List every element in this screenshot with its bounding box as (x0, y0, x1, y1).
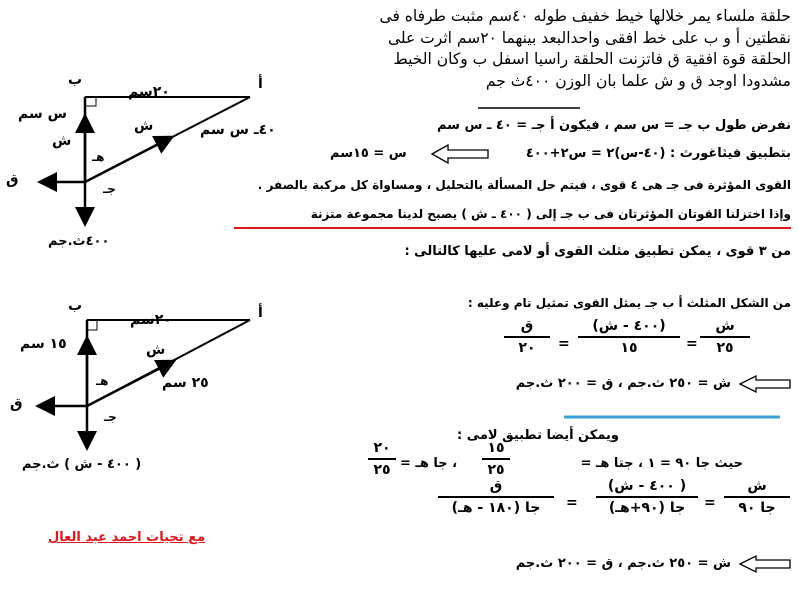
problem-line-3: الحلقة قوة افقية ق فاتزنت الحلقة راسيا اسفل ب وكان الخيط (393, 50, 791, 68)
eq2-f1-den: جا ٩٠ (738, 500, 776, 516)
given-fraction-1 (482, 440, 510, 478)
triangle-method-line: من الشكل المثلث أ ب جـ يمثل القوى تمثيل تام وعليه : (467, 296, 791, 310)
given-f1-den: ٢٥ (487, 462, 505, 478)
result-1: ش = ٢٥٠ ث.جم ، ق = ٢٠٠ ث.جم (515, 376, 731, 391)
given-fraction-2 (368, 440, 396, 478)
given-mid: ، جا هـ = (400, 456, 458, 471)
d1-label-a: أ (258, 76, 263, 92)
eq1-equals-2: = (558, 336, 570, 352)
eq1-f1-num: ش (715, 318, 735, 334)
d1-hyp-length: ٤٠ـ س سم (200, 122, 276, 138)
d2-label-a: أ (258, 305, 263, 321)
given-f2-den: ٢٥ (373, 462, 391, 478)
eq2-fraction-1 (724, 478, 790, 516)
eq2-equals-2: = (566, 495, 578, 511)
right-angle-1 (85, 97, 96, 106)
assume-line: نفرض طول ب جـ = س سم ، فيكون أ جـ = ٤٠ ـ س سم (436, 118, 791, 133)
given-f1-num: ١٥ (487, 440, 505, 456)
d2-hyp-length: ٢٥ سم (162, 375, 209, 391)
forces-line-1: القوى المؤثرة فى جـ هى ٤ قوى ، فيتم حل المسألة بالتحليل ، ومساواة كل مركبة بالصفر . (257, 178, 791, 192)
pythagoras-line: بتطبيق فيثاغورث : (٤٠-س)٢ = س٢+٤٠٠ (525, 146, 791, 161)
d1-top-length: ٢٠سم (128, 84, 170, 100)
d2-label-sh: ش (146, 342, 166, 358)
d2-left-length: ١٥ سم (20, 336, 67, 352)
lami-intro: ويمكن أيضا تطبيق لامى : (456, 428, 619, 443)
implies-arrow-1 (432, 145, 488, 163)
eq1-fraction-2 (578, 318, 680, 356)
d1-label-b: ب (68, 72, 83, 88)
eq1-f2-num: (٤٠٠ - ش) (592, 318, 666, 334)
three-forces-line: من ٣ قوى ، يمكن تطبيق مثلث القوى أو لامى عليها كالتالى : (404, 244, 791, 259)
author-credit: مع تحيات احمد عبد العال (48, 530, 206, 545)
d2-top-length: ٢٠سم (130, 312, 172, 328)
implies-arrow-3 (740, 556, 790, 572)
eq1-f1-den: ٢٥ (716, 340, 734, 356)
given-line: حيث جا ٩٠ = ١ ، جتا هـ = (580, 456, 743, 471)
d2-label-b: ب (68, 298, 83, 314)
eq1-fraction-3 (504, 318, 550, 356)
problem-line-1: حلقة ملساء يمر خلالها خيط خفيف طوله ٤٠سم مثبت طرفاه فى (379, 7, 791, 25)
forces-line-2: وإذا اختزلنا القوتان المؤثرتان فى ب جـ إلى ( ٤٠٠ ـ ش ) يصبح لدينا مجموعة متزنة (310, 207, 791, 221)
d2-label-q: ق (10, 396, 23, 412)
eq2-f2-den: جا (٩٠+هـ) (608, 500, 686, 516)
d1-label-h: هـ (92, 150, 105, 164)
d1-label-j: جـ (103, 182, 116, 196)
problem-line-2: نقطتين أ و ب على خط افقى واحدالبعد بينهما ٢٠سم اثرت على (387, 28, 791, 47)
d1-label-sh2: ش (134, 118, 154, 134)
d1-label-q: ق (6, 172, 19, 188)
d2-weight: ( ٤٠٠ - ش ) ث.جم (22, 457, 142, 472)
d2-label-h: هـ (96, 374, 109, 388)
x-result: س = ١٥سم (330, 146, 407, 161)
eq1-equals-1: = (686, 336, 698, 352)
eq2-fraction-3 (438, 478, 554, 516)
d1-label-sh: ش (52, 133, 72, 149)
eq2-f3-den: جا (١٨٠ - هـ) (451, 500, 541, 516)
eq1-f3-den: ٢٠ (518, 340, 536, 356)
eq2-fraction-2 (596, 478, 698, 516)
eq1-f3-num: ق (520, 318, 534, 334)
eq2-f1-num: ش (747, 478, 767, 494)
eq2-equals-1: = (704, 495, 716, 511)
right-angle-2 (87, 320, 97, 330)
result-2: ش = ٢٥٠ ث.جم ، ق = ٢٠٠ ث.جم (515, 556, 731, 571)
eq2-f3-num: ق (489, 478, 503, 494)
eq2-f2-num: (٤٠٠ - ش ) (607, 478, 687, 494)
given-f2-num: ٢٠ (373, 440, 391, 456)
d1-weight: ٤٠٠ث.جم (48, 234, 110, 249)
d1-left-length: س سم (18, 106, 67, 122)
problem-line-4: مشدودا اوجد ق و ش علما بان الوزن ٤٠٠ث جم (485, 71, 791, 90)
eq1-fraction-1 (700, 318, 750, 356)
implies-arrow-2 (740, 376, 790, 392)
diagram-2 (40, 320, 250, 446)
diagram-1 (42, 97, 250, 222)
eq1-f2-den: ١٥ (620, 340, 638, 356)
d2-label-j: جـ (104, 410, 117, 424)
